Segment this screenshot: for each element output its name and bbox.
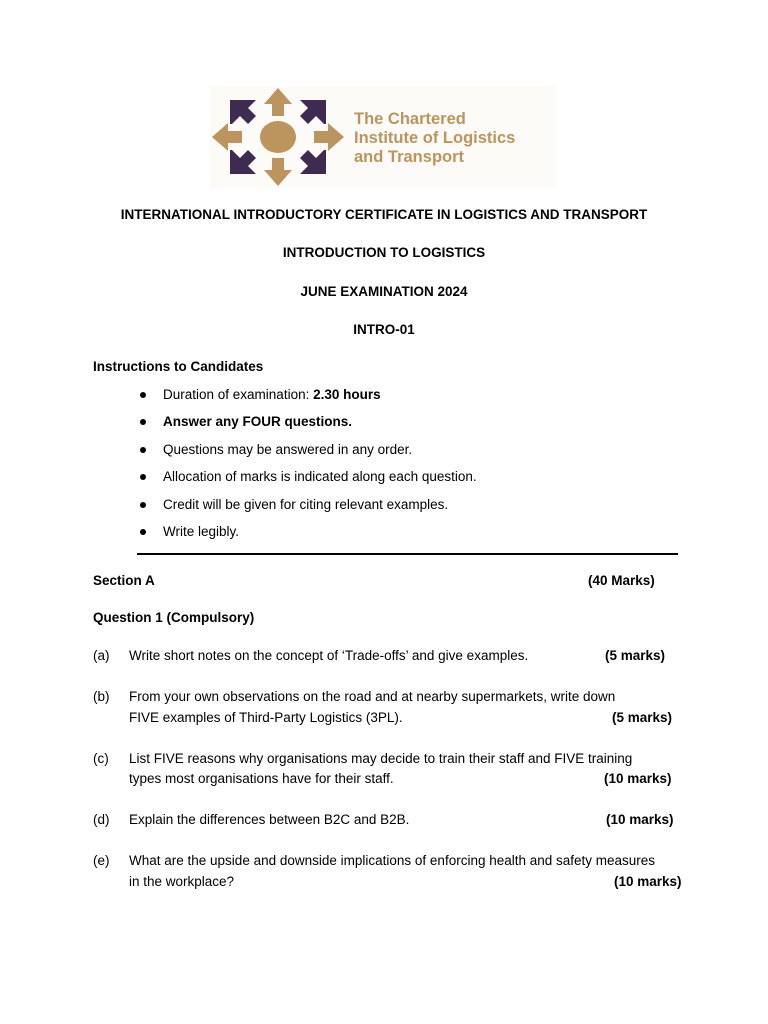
instruction-item: Write legibly. [136,523,477,550]
part-text-line-1: What are the upside and downside implications of enforcing health and safety measures [129,853,656,868]
section-marks: (40 Marks) [588,573,655,588]
subject-title: INTRODUCTION TO LOGISTICS [282,245,486,260]
part-text-line-2: types most organisations have for their staff. [129,771,394,786]
instruction-item: Questions may be answered in any order. [136,441,477,468]
logo-line-3: and Transport [354,148,465,166]
instruction-item: Credit will be given for citing relevant examples. [136,496,477,523]
instruction-item: Answer any FOUR questions. [136,413,477,440]
logo-line-1: The Chartered [354,110,466,128]
duration-value: 2.30 hours [313,387,381,402]
part-label: (d) [93,812,110,827]
institute-logo [210,86,556,188]
part-text-line-2: FIVE examples of Third-Party Logistics (3PL). [129,710,403,725]
logo-wordmark [354,110,515,167]
part-marks: (10 marks) [606,812,674,827]
instructions-list [136,386,477,550]
part-text-line-1: List FIVE reasons why organisations may decide to train their staff and FIVE training [129,751,633,766]
section-divider [137,553,678,555]
part-marks: (5 marks) [605,648,666,663]
part-text-line-2: in the workplace? [129,874,235,889]
instructions-heading: Instructions to Candidates [93,359,264,374]
question-title: Question 1 (Compulsory) [93,610,255,625]
exam-title: JUNE EXAMINATION 2024 [300,284,468,299]
part-label: (c) [93,751,109,766]
paper-code: INTRO-01 [353,322,415,337]
part-text-line-1: Write short notes on the concept of ‘Trade-offs’ and give examples. [129,648,529,663]
part-label: (b) [93,689,110,704]
logo-line-2: Institute of Logistics [354,129,516,147]
instruction-item [136,386,477,413]
section-title: Section A [93,573,155,588]
part-marks: (5 marks) [612,710,673,725]
compass-arrows-icon [210,86,346,188]
programme-title: INTERNATIONAL INTRODUCTORY CERTIFICATE IN LOGISTICS AND TRANSPORT [120,207,648,222]
part-text-line-1: Explain the differences between B2C and B2B. [129,812,410,827]
part-marks: (10 marks) [614,874,682,889]
part-label: (a) [93,648,110,663]
instruction-item: Allocation of marks is indicated along each question. [136,468,477,495]
duration-label: Duration of examination: [163,387,314,402]
part-text-line-1: From your own observations on the road and at nearby supermarkets, write down [129,689,616,704]
part-marks: (10 marks) [604,771,672,786]
part-label: (e) [93,853,110,868]
